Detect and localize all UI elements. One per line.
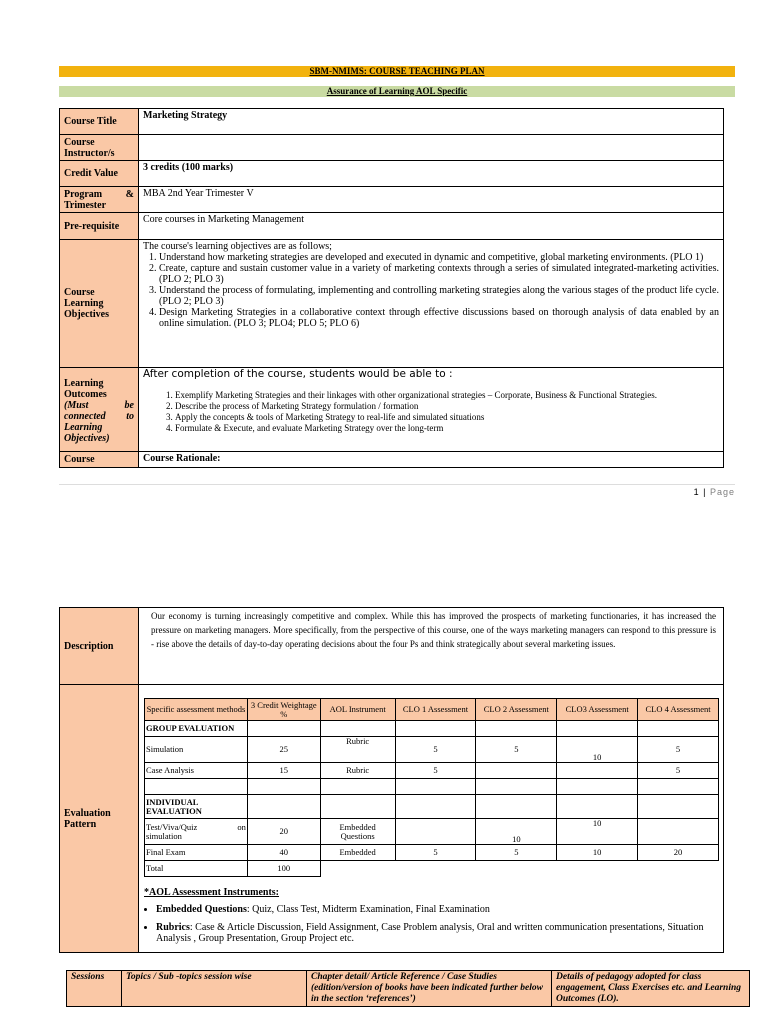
outcome-item: 2. Describe the process of Marketing Strategy formulation / formation: [175, 401, 719, 412]
sessions-header: Topics / Sub -topics session wise: [122, 971, 307, 1007]
objectives-intro: The course's learning objectives are as follows;: [143, 241, 332, 252]
eval-cell: Embedded Questions: [320, 819, 395, 845]
eval-cell: Total: [145, 861, 248, 877]
page-word: Page: [709, 487, 735, 497]
total-row: [145, 861, 719, 877]
value-credit: 3 credits (100 marks): [139, 161, 724, 187]
label-prerequisite: Pre-requisite: [60, 213, 139, 240]
eval-header: 3 Credit Weightage %: [247, 699, 320, 721]
evaluation-cell: [139, 685, 724, 953]
label-outcomes-note: (Must be connected to Learning Objectives): [64, 399, 134, 444]
group-evaluation-label: GROUP EVALUATION: [145, 721, 248, 737]
instrument-text: : Case & Article Discussion, Field Assignment, Case Problem analysis, Oral and written communication presentations, Situation Analysis , Group Presentation, Group Project etc.: [156, 922, 704, 944]
outcome-item: 1. Exemplify Marketing Strategies and their linkages with other organizational strategies – Corporate, Business & Functional Strategies.: [175, 390, 719, 401]
outcomes-cell: [139, 368, 724, 452]
test-row: [145, 819, 719, 845]
eval-cell: 10: [476, 819, 557, 845]
aol-instruments-list: [140, 904, 722, 944]
outcome-item: 3. Apply the concepts & tools of Marketing Strategy to real-life and simulated situations: [175, 412, 719, 423]
eval-cell: 100: [247, 861, 320, 877]
eval-header: CLO 1 Assessment: [395, 699, 476, 721]
row-prerequisite: [60, 213, 724, 240]
value-prerequisite: Core courses in Marketing Management: [139, 213, 724, 240]
aol-subtitle-bar: [59, 86, 735, 97]
instrument-item: [156, 904, 722, 915]
eval-cell: 10: [557, 819, 638, 845]
eval-cell: 25: [247, 737, 320, 763]
label-instructor: Course Instructor/s: [60, 135, 139, 161]
objective-item: 3. Understand the process of formulating, implementing and controlling marketing strategies along the various stages of the product life cycle. (PLO 2; PLO 3): [159, 285, 719, 307]
label-rationale: Course: [60, 452, 139, 468]
plan-title: SBM-NMIMS: COURSE TEACHING PLAN: [309, 66, 485, 76]
value-program: MBA 2nd Year Trimester V: [139, 187, 724, 213]
test-method-right: on: [237, 821, 246, 832]
eval-cell: Simulation: [145, 737, 248, 763]
value-course-title: Marketing Strategy: [139, 109, 724, 135]
value-rationale: Course Rationale:: [139, 452, 724, 468]
instrument-text: : Quiz, Class Test, Midterm Examination, Final Examination: [246, 904, 490, 915]
eval-header: CLO 2 Assessment: [476, 699, 557, 721]
description-cell: [139, 608, 724, 685]
eval-cell: 5: [476, 845, 557, 861]
eval-cell: 40: [247, 845, 320, 861]
simulation-row: [145, 737, 719, 763]
instrument-item: [156, 922, 722, 944]
description-evaluation-table: [59, 607, 724, 953]
eval-header: CLO 4 Assessment: [638, 699, 719, 721]
eval-cell: Final Exam: [145, 845, 248, 861]
instrument-name: Rubrics: [156, 922, 190, 933]
sessions-header: Sessions: [67, 971, 122, 1007]
row-instructor: [60, 135, 724, 161]
row-evaluation: [60, 685, 724, 953]
objective-item: 1. Understand how marketing strategies are developed and executed in dynamic and competitive, global marketing environments. (PLO 1): [159, 252, 719, 263]
eval-cell: 5: [395, 763, 476, 779]
row-credit: [60, 161, 724, 187]
group-evaluation-row: [145, 721, 719, 737]
eval-cell: 20: [638, 845, 719, 861]
page-number-value: 1: [693, 487, 700, 497]
aol-subtitle: Assurance of Learning AOL Specific: [326, 86, 468, 96]
eval-header: CLO3 Assessment: [557, 699, 638, 721]
row-objectives: [60, 240, 724, 368]
footer-divider: [59, 484, 735, 485]
course-info-table: [59, 108, 724, 468]
eval-cell: Rubric: [320, 763, 395, 779]
evaluation-header-row: [145, 699, 719, 721]
eval-cell: 5: [476, 737, 557, 763]
eval-cell: 5: [395, 737, 476, 763]
eval-cell: [557, 763, 638, 779]
outcomes-intro: After completion of the course, students would be able to :: [143, 368, 453, 380]
test-method-cell: [145, 819, 248, 845]
objective-item: 2. Create, capture and sustain customer value in a variety of marketing contexts through a series of simulated integrated-marketing activities. (PLO 2; PLO 3): [159, 263, 719, 285]
sessions-table: [66, 970, 750, 1007]
row-program: [60, 187, 724, 213]
label-objectives: Course Learning Objectives: [60, 240, 139, 368]
eval-cell: 10: [557, 845, 638, 861]
sessions-header: Chapter detail/ Article Reference / Case Studies (edition/version of books have been indicated further below in the section ‘references’): [307, 971, 552, 1007]
eval-cell: 5: [638, 737, 719, 763]
eval-cell: 15: [247, 763, 320, 779]
eval-cell: Embedded: [320, 845, 395, 861]
eval-cell: 20: [247, 819, 320, 845]
label-description: Description: [60, 608, 139, 685]
objectives-list: [143, 252, 719, 329]
eval-cell: [395, 819, 476, 845]
eval-header: Specific assessment methods: [145, 699, 248, 721]
label-evaluation: Evaluation Pattern: [60, 685, 139, 953]
objective-item: 4. Design Marketing Strategies in a collaborative context through effective discussions based on thorough analysis of data enabled by an online simulation. (PLO 3; PLO4; PLO 5; PLO 6): [159, 307, 719, 329]
description-text: Our economy is turning increasingly competitive and complex. While this has improved the prospects of marketing functionaries, it has increased the pressure on marketing managers. More specifically, from the perspective of this course, one of the ways marketing managers can respond to this pressure is - rise above the details of day-to-day operating decisions about the four Ps and think strategically about several marketing issues.: [151, 611, 716, 649]
eval-cell: 10: [557, 737, 638, 763]
sessions-header-row: [67, 971, 750, 1007]
individual-evaluation-row: [145, 795, 719, 819]
test-method-cont: simulation: [146, 830, 182, 841]
label-course-title: Course Title: [60, 109, 139, 135]
label-program: Program & Trimester: [60, 187, 139, 213]
row-description: [60, 608, 724, 685]
eval-cell: Rubric: [320, 737, 395, 763]
sessions-header: Details of pedagogy adopted for class engagement, Class Exercises etc. and Learning Outcomes (LO).: [552, 971, 750, 1007]
row-course-title: [60, 109, 724, 135]
eval-cell: Case Analysis: [145, 763, 248, 779]
blank-row: [145, 779, 719, 795]
eval-cell: 5: [395, 845, 476, 861]
row-outcomes: [60, 368, 724, 452]
evaluation-table: [144, 698, 719, 877]
eval-cell: 5: [638, 763, 719, 779]
page-number: [694, 487, 735, 497]
label-outcomes: [60, 368, 139, 452]
value-instructor: [139, 135, 724, 161]
outcome-item: 4. Formulate & Execute, and evaluate Marketing Strategy over the long-term: [175, 423, 719, 434]
instrument-name: Embedded Questions: [156, 904, 247, 915]
plan-title-bar: [59, 66, 735, 77]
case-analysis-row: [145, 763, 719, 779]
row-rationale: [60, 452, 724, 468]
test-method-left: Test/Viva/Quiz: [146, 821, 198, 832]
final-exam-row: [145, 845, 719, 861]
objectives-cell: [139, 240, 724, 368]
label-credit: Credit Value: [60, 161, 139, 187]
eval-header: AOL Instrument: [320, 699, 395, 721]
outcomes-list: [143, 390, 719, 434]
label-outcomes-main: Learning Outcomes: [64, 377, 107, 400]
aol-heading: *AOL Assessment Instruments:: [144, 887, 280, 898]
page-number-sep: |: [703, 487, 707, 497]
eval-cell: [476, 763, 557, 779]
individual-evaluation-label: INDIVIDUAL EVALUATION: [145, 795, 248, 819]
eval-cell: [638, 819, 719, 845]
